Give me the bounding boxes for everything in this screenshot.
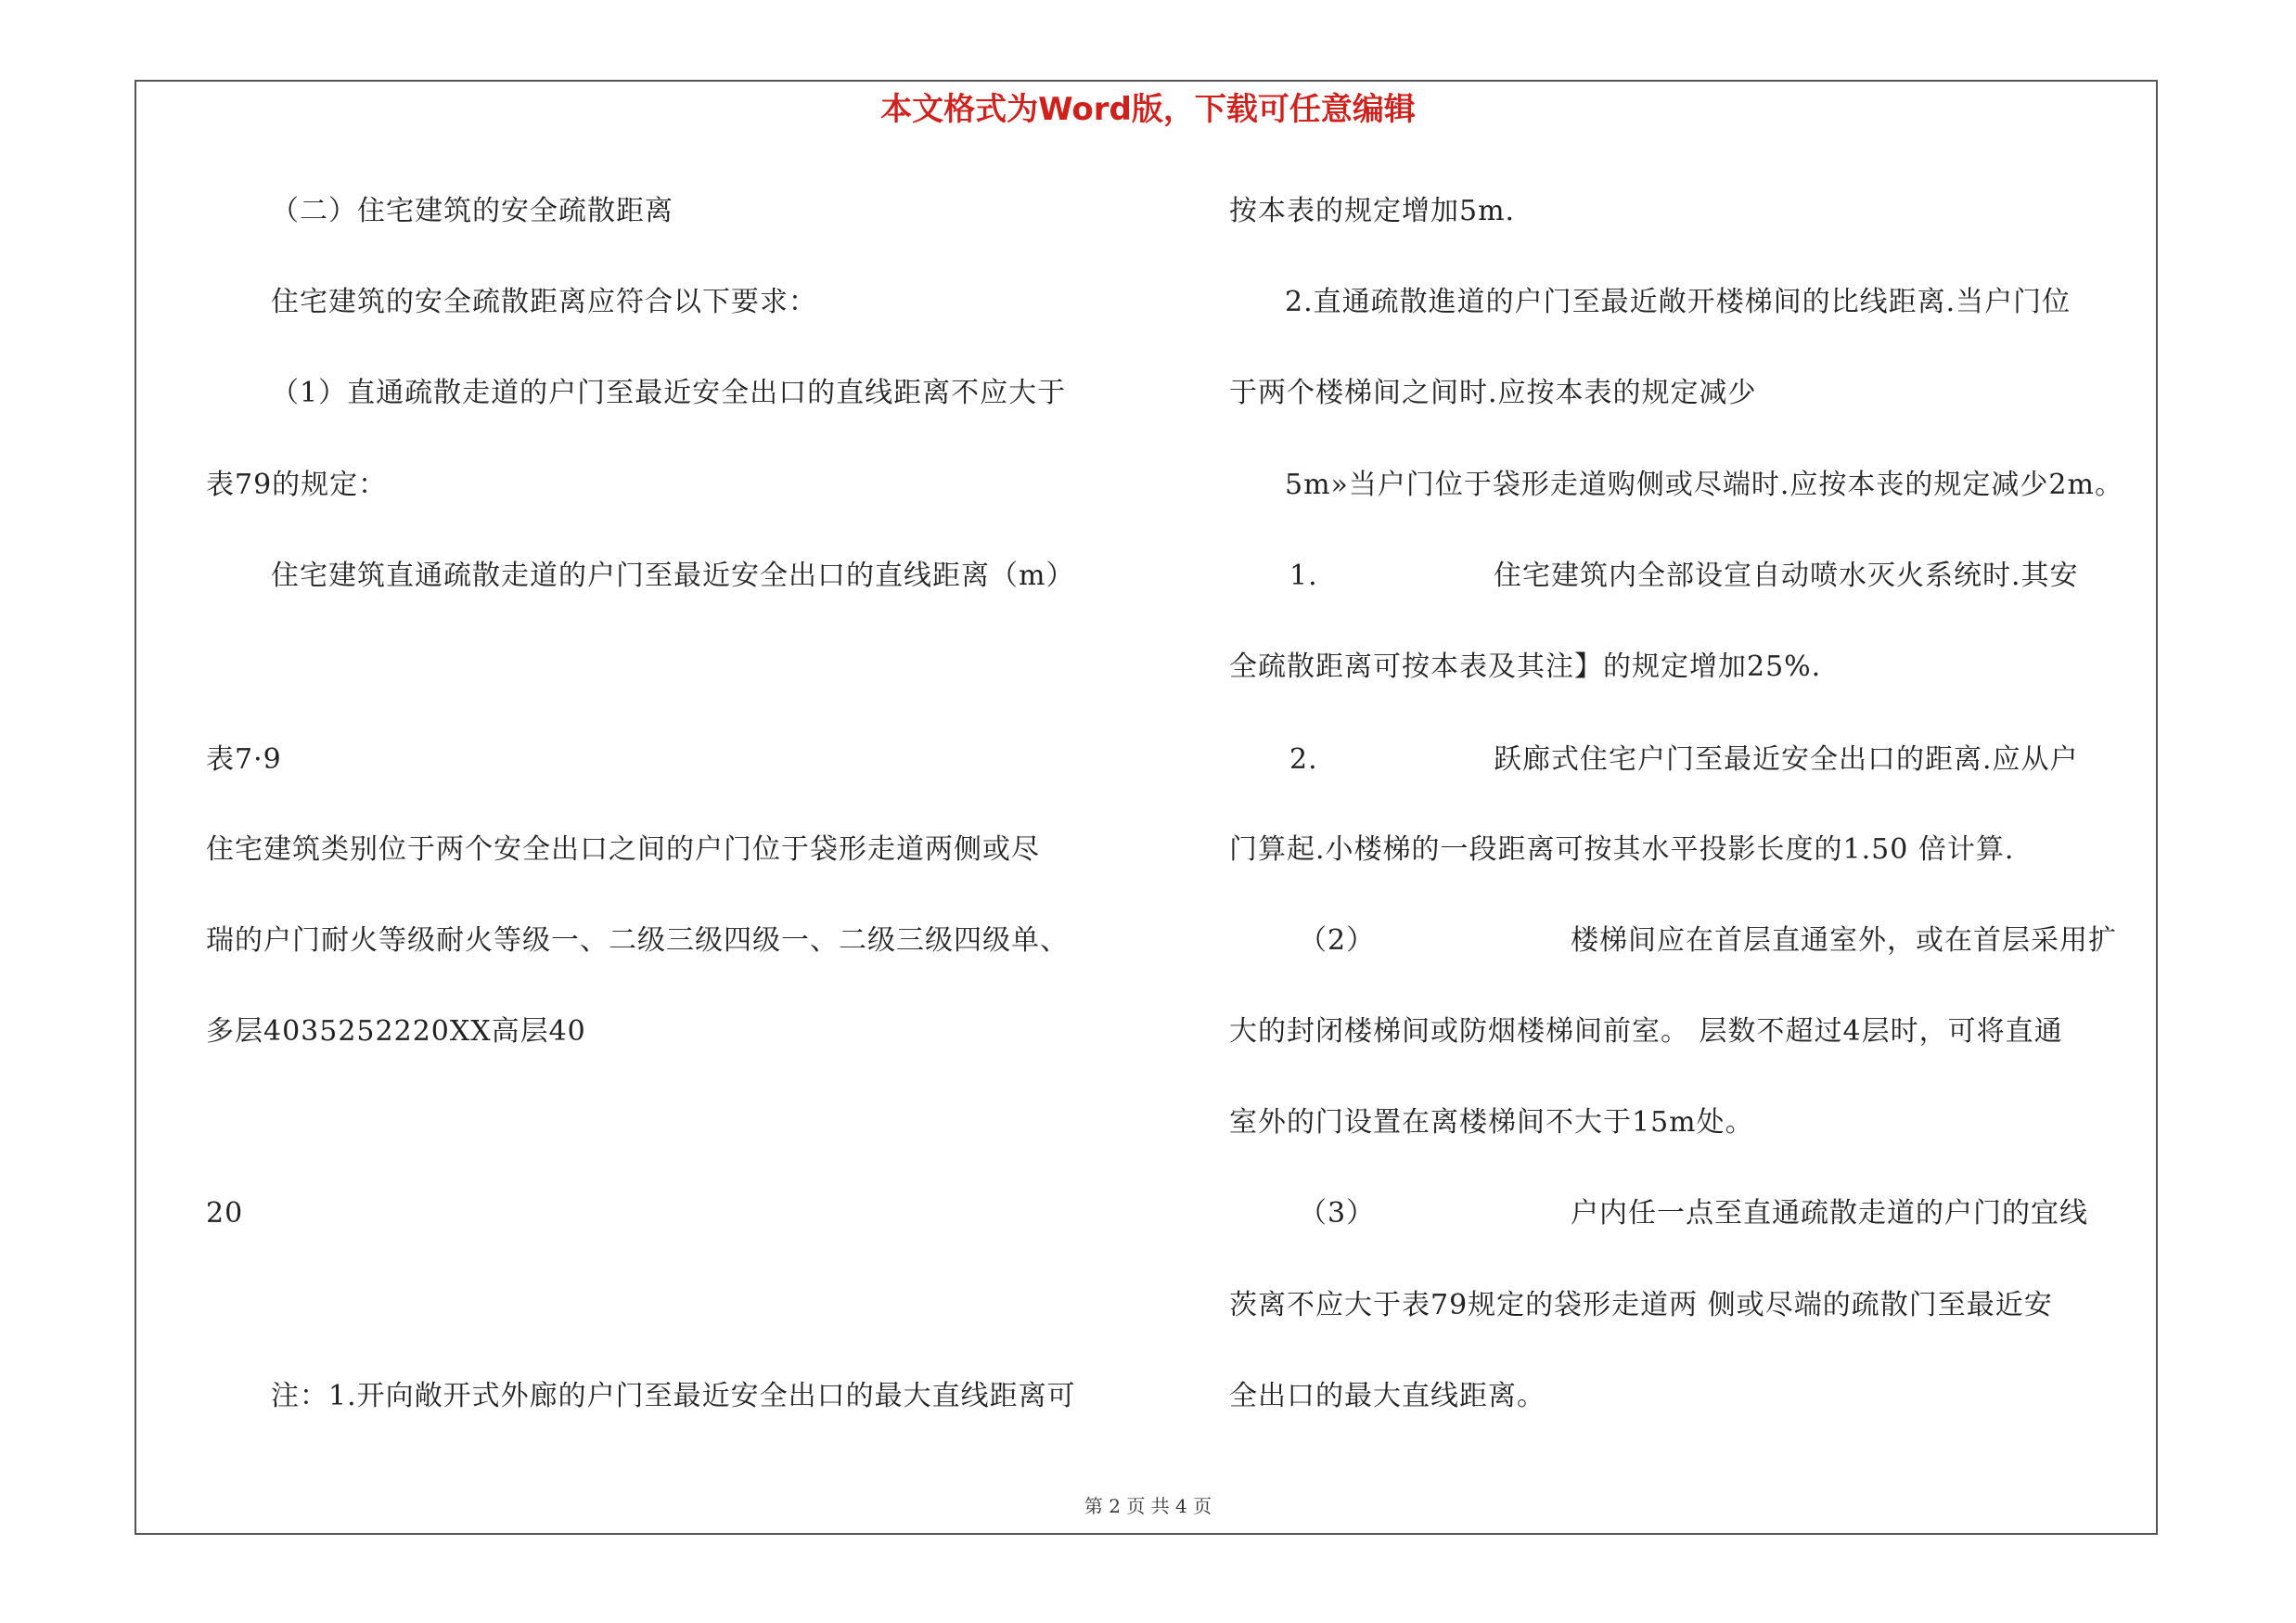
paragraph-line: 全出口的最大直线距离。 [1229, 1380, 1546, 1412]
table-text-line: 20 [206, 1197, 244, 1230]
section-heading: （二）住宅建筑的安全疏散距离 [271, 195, 673, 227]
paragraph-line: 表79的规定： [206, 469, 388, 501]
table-number: 表7·9 [206, 743, 282, 776]
list-number: 1. [1289, 560, 1318, 592]
paragraph-line: 2.直通疏散進道的户门至最近敞开楼梯间的比线距离.当户门位 [1285, 286, 2072, 318]
list-item-text: 跃廊式住宅户门至最近安全出口的距离.应从户 [1494, 743, 2079, 776]
table-text-line: 瑞的户门耐火等级耐火等级一、二级三级四级一、二级三级四级单、 [206, 924, 1069, 957]
list-item-text: 楼梯间应在首层直通室外，或在首层采用扩 [1571, 924, 2117, 957]
table-text-line: 多层4035252220XX高层40 [206, 1015, 586, 1048]
paragraph-line: 门算起.小楼梯的一段距离可按其水平投影长度的1.50 倍计算. [1229, 833, 2015, 866]
paragraph-line: 按本表的规定增加5m. [1229, 195, 1516, 227]
table-text-line: 住宅建筑类别位于两个安全出口之间的户门位于袋形走道两侧或尽 [206, 833, 1040, 866]
list-item-text: 住宅建筑内全部设宣自动喷水灭火系统时.其安 [1494, 560, 2079, 592]
page-number: 第 2 页 共 4 页 [1084, 1495, 1212, 1517]
paragraph-line: 于两个楼梯间之间时.应按本表的规定减少 [1229, 377, 1757, 409]
note-line: 注：1.开向敞开式外廊的户门至最近安全出口的最大直线距离可 [271, 1380, 1076, 1412]
list-number: （2） [1299, 924, 1376, 957]
paragraph-line: 住宅建筑的安全疏散距离应符合以下要求： [271, 286, 817, 318]
list-number: （3） [1299, 1197, 1376, 1230]
list-number: 2. [1289, 743, 1318, 776]
list-item-text: 户内任一点至直通疏散走道的户门的宜线 [1571, 1197, 2088, 1230]
table-caption: 住宅建筑直通疏散走道的户门至最近安全出口的直线距离（m） [271, 560, 1075, 592]
paragraph-line: 室外的门设置在离楼梯间不大于15m处。 [1229, 1106, 1754, 1139]
paragraph-line: 5m»当户门位于袋形走道购侧或尽端时.应按本丧的规定减少2m。 [1285, 469, 2123, 501]
paragraph-line: （1）直通疏散走道的户门至最近安全出口的直线距离不应大于 [271, 377, 1067, 409]
paragraph-line: 大的封闭楼梯间或防烟楼梯间前室。 层数不超过4层时，可将直通 [1229, 1015, 2063, 1048]
paragraph-line: 全疏散距离可按本表及其注】的规定增加25%. [1229, 650, 1822, 683]
format-banner: 本文格式为Word版，下载可任意编辑 [880, 91, 1416, 128]
paragraph-line: 茨离不应大于表79规定的袋形走道两 侧或尽端的疏散门至最近安 [1229, 1289, 2053, 1321]
